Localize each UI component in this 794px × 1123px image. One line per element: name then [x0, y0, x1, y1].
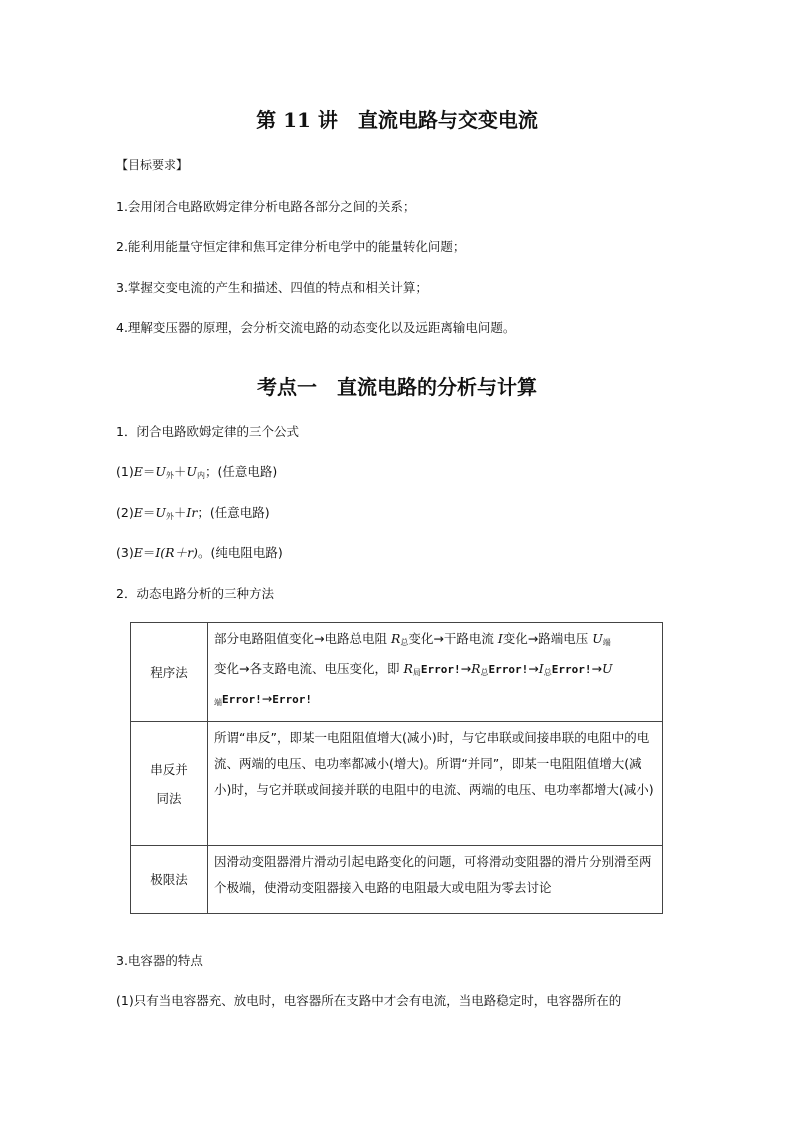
formula-symbol: E [133, 545, 143, 560]
error-marker: Error! [551, 663, 592, 676]
formula-operator: ＋ [173, 464, 187, 479]
method-name: 极限法 [150, 872, 188, 887]
formula-subscript: 外 [165, 471, 174, 480]
desc-text: 变化→干路电流 [408, 631, 498, 646]
method-desc: 因滑动变阻器滑片滑动引起电路变化的问题，可将滑动变阻器的滑片分别滑至两个极端，使滑动变阻器接入电路的电阻最大或电阻为零去讨论 [214, 854, 652, 895]
formula-note: ；(任意电路) [197, 505, 270, 520]
goal-item: 1.会用闭合电路欧姆定律分析电路各部分之间的关系； [116, 199, 416, 214]
topic-title: 考点一 直流电路的分析与计算 [257, 375, 537, 399]
goal-item: 2.能利用能量守恒定律和焦耳定律分析电学中的能量转化问题； [116, 239, 466, 254]
formula-note: 。(纯电阻电路) [197, 545, 283, 560]
formula-2 [116, 503, 270, 522]
arrow: → [460, 661, 472, 676]
desc-text: 变化→各支路电流、电压变化，即 [214, 661, 404, 676]
formula-prefix: (1) [116, 464, 134, 479]
desc-text: 变化→路端电压 [502, 631, 593, 646]
method-name-cell [131, 846, 208, 914]
formula-subscript: 局 [412, 668, 421, 677]
formula-subscript: 内 [196, 471, 205, 480]
methods-table [130, 622, 663, 914]
formula-symbol: E [133, 464, 143, 479]
formula-subscript: 总 [400, 638, 409, 647]
table-row [131, 722, 663, 846]
method-name: 同法 [156, 790, 182, 806]
formula-symbol: R [471, 661, 481, 676]
formula-symbol: U [155, 505, 166, 520]
arrow: → [591, 661, 602, 676]
table-row [131, 846, 663, 914]
error-marker: Error! [420, 663, 461, 676]
paragraph: (1)只有当电容器充、放电时，电容器所在支路中才会有电流，当电路稳定时，电容器所在的 [116, 993, 622, 1008]
formula-operator: ＝ [142, 545, 156, 560]
formula-subscript: 总 [480, 668, 489, 677]
method-desc-cell [208, 846, 663, 914]
goal-item: 3.掌握交变电流的产生和描述、四值的特点和相关计算； [116, 280, 428, 295]
formula-subscript: 总 [543, 668, 552, 677]
goal-item: 4.理解变压器的原理，会分析交流电路的动态变化以及远距离输电问题。 [116, 320, 516, 335]
method-desc-cell [208, 722, 663, 846]
goals-heading: 【目标要求】 [116, 158, 189, 172]
method-name: 串反并 [150, 761, 188, 777]
table-row [131, 623, 663, 722]
formula-symbol: R [403, 661, 413, 676]
formula-symbol: R [390, 631, 401, 646]
formula-prefix: (2) [116, 505, 134, 520]
formula-1 [116, 462, 277, 481]
formula-symbol: U [186, 464, 197, 479]
formula-operator: ＋ [173, 505, 187, 520]
formula-subscript: 端 [214, 698, 222, 707]
method-desc-line [214, 656, 656, 686]
formula-note: ；(任意电路) [204, 464, 278, 479]
section-heading: 1．闭合电路欧姆定律的三个公式 [116, 424, 299, 439]
desc-text: 部分电路阻值变化→电路总电阻 [214, 631, 391, 646]
formula-prefix: (3) [116, 545, 134, 560]
method-name-cell [131, 722, 208, 846]
method-name: 程序法 [150, 664, 188, 680]
formula-symbol: Ir [186, 505, 198, 520]
formula-subscript: 外 [165, 512, 174, 521]
section-heading: 2．动态电路分析的三种方法 [116, 586, 274, 601]
formula-subscript: 端 [602, 638, 611, 647]
formula-expression: I(R＋r) [155, 545, 198, 560]
arrow: → [261, 691, 273, 706]
error-marker: Error! [272, 693, 312, 706]
formula-symbol: E [133, 505, 143, 520]
method-desc: 所谓“串反”，即某一电阻阻值增大(减小)时，与它串联或间接串联的电阻中的电流、两端的电压、电功率都减小(增大)。所谓“并同”，即某一电阻阻值增大(减小)时，与它并联或间接并联的电阻中的电流、两端的电压、电功率都增大(减小) [214, 730, 654, 797]
formula-operator: ＝ [142, 464, 156, 479]
lecture-title: 第 11 讲 直流电路与交变电流 [256, 108, 538, 132]
method-desc-cell [208, 623, 663, 722]
error-marker: Error! [222, 693, 262, 706]
error-marker: Error! [488, 663, 529, 676]
section-heading: 3.电容器的特点 [116, 953, 203, 968]
method-desc-line [214, 626, 656, 656]
formula-3 [116, 543, 283, 561]
formula-symbol: I [497, 631, 503, 646]
arrow: → [528, 661, 539, 676]
formula-symbol: U [601, 661, 613, 676]
formula-symbol: I [538, 661, 544, 676]
formula-symbol: U [155, 464, 166, 479]
formula-symbol: U [592, 631, 603, 646]
formula-operator: ＝ [142, 505, 156, 520]
method-desc-line [214, 686, 656, 716]
method-name-cell [131, 623, 208, 722]
